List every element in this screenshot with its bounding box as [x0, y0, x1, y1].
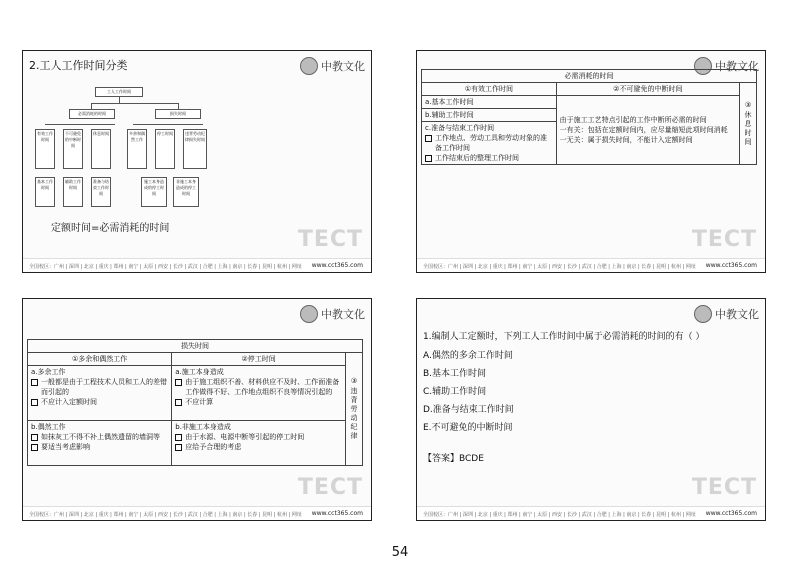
footer-bar: 全国校区：广州 | 深圳 | 北京 | 重庆 | 郑州 | 南宁 | 太原 | 西安 | 长沙 | 武汉 | 合肥 | 上海 | 南京 | 长春 | 昆明 | 杭州 | 网址 [417, 506, 765, 520]
brand-logo: 中教文化 [300, 305, 365, 323]
cell-self-stoppage: a.施工本身造成 由于施工组织不善、材料供应不及时、工作面准备工作做得不好、工作地点组织不良等情况引起的 不应计算 [172, 366, 346, 421]
answer-text: 【答案】BCDE [423, 454, 484, 464]
footer-bar: 全国校区：广州 | 深圳 | 北京 | 重庆 | 郑州 | 南宁 | 太原 | 西安 | 长沙 | 武汉 | 合肥 | 上海 | 南京 | 长春 | 昆明 | 杭州 | 网址 [23, 506, 371, 520]
cell-interrupt: 由于施工工艺特点引起的工作中断所必需的时间 一有关：包括在定额时间内，应尽量缩短此项时间消耗 一无关：属于损失时间，不能计入定额时间 [556, 96, 739, 165]
footer-bar: 全国校区：广州 | 深圳 | 北京 | 重庆 | 郑州 | 南宁 | 太原 | 西安 | 长沙 | 武汉 | 合肥 | 上海 | 南京 | 长春 | 昆明 | 杭州 | 网址 [417, 258, 765, 272]
org-l3-1: 不可避免的中断时间 [63, 129, 83, 169]
cell-aux: b.辅助工作时间 [422, 109, 557, 122]
org-l4-1: 辅助工作时间 [63, 177, 83, 207]
cell-accidental-work: b.偶然工作 如抹灰工不得不补上偶然遗留的墙洞等 要适当考虑影响 [28, 421, 172, 466]
definition-text: 定额时间=必需消耗的时间 [51, 223, 170, 234]
org-l3-4: 停工时间 [155, 129, 175, 169]
footer-url: www.cct365.com [705, 510, 757, 517]
cell-basic: a.基本工作时间 [422, 96, 557, 109]
cell-prep: c.准备与结束工作时间 工作地点、劳动工具和劳动对象的准备工作时间 工作结束后的整理工作时间 [422, 122, 557, 165]
col-header: ①有效工作时间 [422, 83, 557, 96]
slide-1 [22, 50, 372, 273]
option-b: B.基本工作时间 [423, 369, 487, 379]
watermark: TECT [297, 475, 363, 500]
footer-url: www.cct365.com [311, 510, 363, 517]
option-c: C.辅助工作时间 [423, 387, 487, 397]
col-header-discipline: ③违背劳动纪律 [345, 353, 362, 466]
brand-logo: 中教文化 [694, 57, 759, 75]
logo-icon [300, 305, 318, 323]
slide-3 [22, 298, 372, 521]
col-header: ①多余和偶然工作 [28, 353, 172, 366]
org-l4-3: 施工本身造成的停工时间 [141, 177, 167, 207]
org-l3-3: 多余和偶然工作 [127, 129, 147, 169]
necessary-time-table [421, 69, 757, 165]
org-l2-1: 损失时间 [155, 109, 201, 119]
option-e: E.不可避免的中断时间 [423, 423, 513, 433]
org-l3-5: 违背劳动纪律损失时间 [183, 129, 207, 169]
footer-bar: 全国校区：广州 | 深圳 | 北京 | 重庆 | 郑州 | 南宁 | 太原 | 西安 | 长沙 | 武汉 | 合肥 | 上海 | 南京 | 长春 | 昆明 | 杭州 | 网址 [23, 258, 371, 272]
watermark: TECT [691, 227, 757, 252]
brand-logo: 中教文化 [694, 305, 759, 323]
col-header: ②停工时间 [172, 353, 346, 366]
footer-url: www.cct365.com [311, 262, 363, 269]
table-caption: 损失时间 [28, 340, 363, 353]
logo-icon [300, 57, 318, 75]
option-d: D.准备与结束工作时间 [423, 405, 514, 415]
org-l4-4: 非施工本身造成的停工时间 [173, 177, 199, 207]
cell-external-stoppage: b.非施工本身造成 由于水源、电源中断等引起的停工时间 应给予合理的考虑 [172, 421, 346, 466]
org-l3-2: 休息时间 [91, 129, 111, 169]
question-text: 1.编制人工定额时，下列工人工作时间中属于必需消耗的时间的有（ ） [423, 332, 705, 342]
slide-title: 2.工人工作时间分类 [29, 59, 128, 72]
brand-logo: 中教文化 [300, 57, 365, 75]
table-caption: 必需消耗的时间 [422, 70, 757, 83]
footer-url: www.cct365.com [705, 262, 757, 269]
option-a: A.偶然的多余工作时间 [423, 351, 513, 361]
cell-extra-work: a.多余工作 一般都是由于工程技术人员和工人的差错而引起的 不应计入定额时间 [28, 366, 172, 421]
org-l3-0: 有效工作时间 [35, 129, 55, 169]
lost-time-table [27, 339, 363, 466]
org-l4-0: 基本工作时间 [35, 177, 55, 207]
org-l4-2: 准备与结束工作时间 [91, 177, 111, 207]
org-l2-0: 必需消耗的时间 [69, 109, 115, 119]
watermark: TECT [297, 227, 363, 252]
col-header-rest: ③休息时间 [739, 83, 756, 165]
slide-4 [416, 298, 766, 521]
page-number: 54 [391, 545, 409, 560]
org-root: 工人工作时间 [95, 87, 143, 97]
col-header: ②不可避免的中断时间 [556, 83, 739, 96]
logo-icon [694, 305, 712, 323]
slide-2 [416, 50, 766, 273]
watermark: TECT [691, 475, 757, 500]
